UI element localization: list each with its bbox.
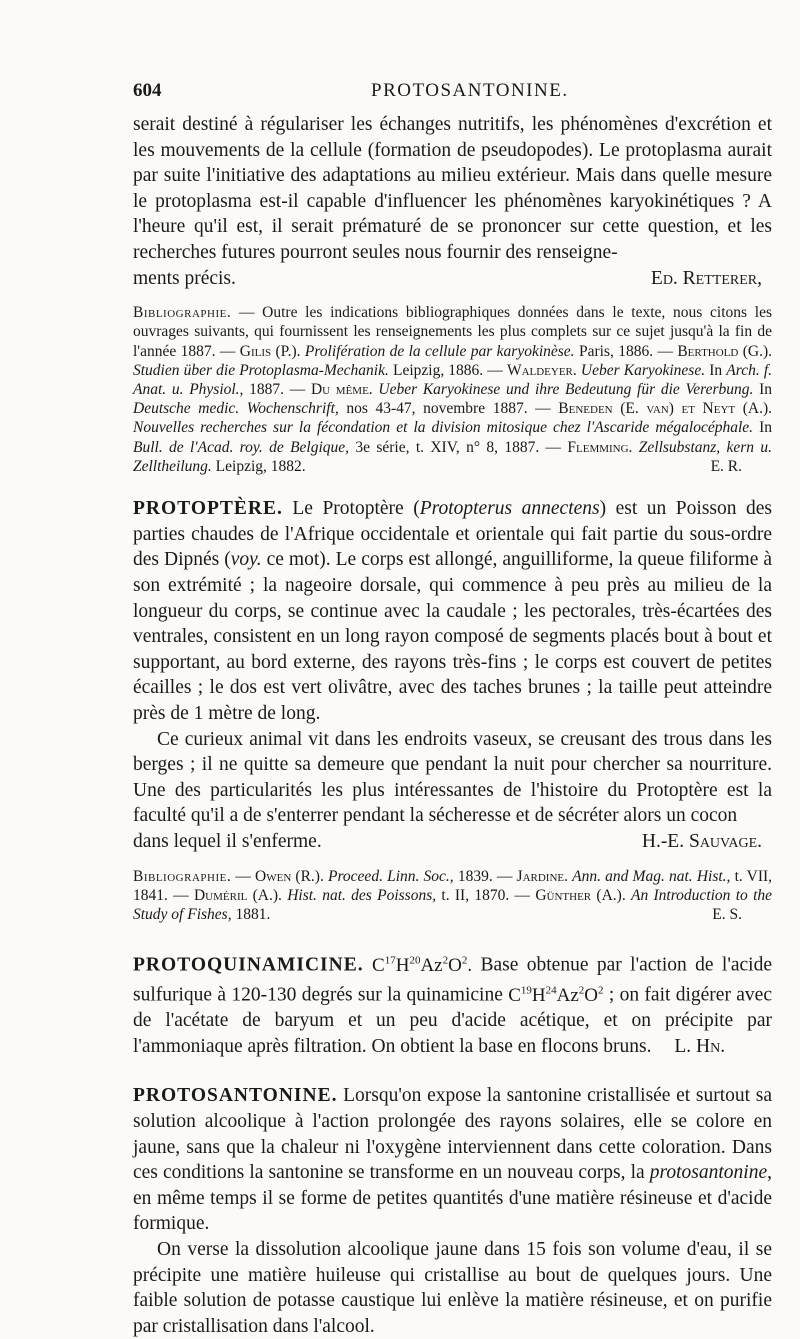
biblio-text: Leipzig, 1882.: [211, 457, 306, 475]
chemical-formula: $C^{17}H^{20}Az^2O^2$.: [372, 954, 473, 976]
biblio-author: Beneden (E. van) et Neyt (A.).: [558, 400, 772, 418]
biblio-title: Studien über die Protoplasma-Mechanik.: [133, 361, 389, 379]
biblio-title: Nouvelles recherches sur la fécondation et la division mitosique chez l'Ascaride mégalocéphale.: [133, 419, 754, 437]
entry-paragraph: [133, 1237, 772, 1339]
author-signature: L. Hn.: [674, 1035, 726, 1057]
biblio-text: —: [231, 867, 256, 885]
cross-reference: voy.: [230, 549, 262, 571]
continuation-text: serait destiné à régulariser les échanges nutritifs, les phénomènes d'excrétion et les mouvements de la cellule (formation de pseudopodes). Le protoplasma aurait par suite l'initiative des adaptations au milieu extérieur. Mais dans quelle mesure le protoplasma est-il capable d'influencer les phénomènes karyokinétiques ? A l'heure qu'il est, il serait prématuré de se prononcer sur cette question, et les recherches futures pourront seules nous fournir des renseigne-: [133, 114, 772, 263]
entry-text: On verse la dissolution alcoolique jaune dans 15 fois son volume d'eau, il se précipite une matière huileuse qui cristallise au bout de quelques jours. Une faible solution de potasse caustique lui enlève la matière résineuse, et on purifie par cristallisation dans l'alcool.: [133, 1238, 772, 1337]
biblio-title: Hist. nat. des Poissons,: [287, 886, 437, 904]
entry-paragraph: [133, 1083, 772, 1237]
bibliography-label: Bibliographie.: [133, 867, 232, 885]
biblio-title: Ueber Karyokinese und ihre Bedeutung für die Vererbung.: [378, 380, 754, 398]
biblio-journal: Bull. de l'Acad. roy. de Belgique,: [133, 438, 350, 456]
entry-protosantonine: [133, 1083, 772, 1339]
biblio-author: Jardine.: [516, 867, 573, 885]
entry-text: Base obtenue par l'action de l'acide sulfurique à 120-130 degrés sur la quinamicine: [133, 954, 772, 1006]
entry-text: ) est un Poisson des parties chaudes de l'Afrique occidentale et orientale qui fait partie du sous-ordre des Dipnés (: [133, 498, 772, 571]
entry-text: dans lequel il s'enferme.: [133, 830, 322, 852]
continuation-last-text: ments précis.: [133, 267, 236, 289]
entry-text: , en même temps il se forme de petites quantités d'une matière résineuse et d'acide formique.: [133, 1162, 772, 1235]
biblio-text: 3e série, t. XIV, n° 8, 1887. —: [349, 438, 568, 456]
page-header: [133, 80, 772, 110]
continuation-paragraph: [133, 112, 772, 266]
entry-paragraph: [133, 727, 772, 829]
biblio-text: — Outre les indications bibliographiques données dans le texte, nous citons les ouvrages suivants, qui fournissent les renseignements les plus complets sur ce sujet jusqu'à la fin de l'année 1887. —: [133, 304, 772, 360]
entry-headword: PROTOSANTONINE.: [133, 1085, 338, 1107]
continuation-last-line: [133, 266, 772, 292]
biblio-author: Gilis (P.).: [239, 342, 305, 360]
entry-text: ce mot). Le corps est allongé, anguilliforme, la queue filiforme à son extrémité ; la nageoire dorsale, qui commence à peu près au milieu de la longueur du corps, se continue avec la caudale ; les pectorales, très-écartées des ventrales, consistent en un long rayon composé de segments placés bout à bout et supportant, au bord externe, des rayons très-fins ; le corps est couvert de petites écailles ; le dos est vert olivâtre, avec des taches brunes ; la taille peut atteindre près de 1 mètre de long.: [133, 549, 773, 724]
biblio-journal: Ann. and Mag. nat. Hist.,: [572, 867, 731, 885]
species-name: Protopterus annectens: [419, 498, 600, 520]
biblio-text: In: [753, 380, 772, 398]
bibliography-signature: E. R.: [710, 457, 742, 475]
bibliography-block: [133, 303, 772, 476]
biblio-journal: Arch. f. Anat. u. Physiol.,: [133, 361, 772, 398]
compound-name: protosantonine: [649, 1162, 768, 1184]
biblio-text: t. VII, 1841. —: [133, 867, 773, 904]
biblio-title: An Introduction to the Study of Fishes,: [133, 886, 773, 923]
entry-protoquinamicine: [133, 948, 772, 1059]
entry-text: Ce curieux animal vit dans les endroits vaseux, se creusant des trous dans les berges ; il ne quitte sa demeure que pendant la nuit pour chercher sa nourriture. Une des particularités les plus intéressantes de l'histoire du Protoptère est la faculté qu'il a de s'enterrer pendant la sécheresse et de sécréter alors un cocon: [133, 728, 772, 827]
biblio-text: nos 43-47, novembre 1887. —: [338, 400, 559, 418]
biblio-text: 1839. —: [453, 867, 517, 885]
biblio-author: Flemming.: [567, 438, 639, 456]
entry-protoptere: [133, 496, 772, 854]
biblio-title: Ueber Karyokinese.: [580, 361, 706, 379]
biblio-title: Prolifération de la cellule par karyokinèse.: [304, 342, 575, 360]
entry-paragraph: [133, 948, 772, 1059]
biblio-text: In: [753, 419, 772, 437]
biblio-title: Zellsubstanz, kern u. Zelltheilung.: [133, 438, 773, 475]
biblio-author: Duméril (A.).: [193, 886, 288, 904]
bibliography-label: Bibliographie.: [133, 304, 232, 322]
biblio-text: In: [705, 361, 727, 379]
entry-last-line: [133, 829, 772, 855]
biblio-journal: Proceed. Linn. Soc.,: [328, 867, 454, 885]
author-signature: H.-E. Sauvage.: [641, 830, 762, 852]
biblio-author: Du même.: [310, 380, 379, 398]
entry-text: Lorsqu'on expose la santonine cristallisée et surtout sa solution alcoolique à l'action prolongée des rayons solaires, elle se colore en jaune, sans que la chaleur ni l'oxygène interviennent dans cette coloration. Dans ces conditions la santonine se transforme en un nouveau corps, la: [133, 1085, 772, 1184]
bibliography-signature: E. S.: [712, 906, 742, 924]
biblio-text: 1881.: [231, 905, 271, 923]
entry-headword: PROTOPTÈRE.: [133, 498, 283, 520]
entry-paragraph: [133, 496, 772, 726]
biblio-text: 1887. —: [243, 380, 311, 398]
biblio-text: Leipzig, 1886. —: [388, 361, 507, 379]
biblio-author: Günther (A.).: [535, 886, 631, 904]
running-title: PROTOSANTONINE.: [371, 80, 569, 101]
biblio-author: Berthold (G.).: [677, 342, 772, 360]
biblio-text: Paris, 1886. —: [574, 342, 678, 360]
biblio-text: t. II, 1870. —: [436, 886, 536, 904]
entry-headword: PROTOQUINAMICINE.: [133, 954, 364, 976]
entry-text: ; on fait digérer avec de l'acétate de baryum et un peu d'acide acétique, et on précipite par l'ammoniaque après filtration. On obtient la base en flocons bruns.: [133, 984, 772, 1057]
entry-text: Le Protoptère (: [282, 498, 420, 520]
biblio-author: Owen (R.).: [255, 867, 328, 885]
chemical-formula: $C^{19}H^{24}Az^2O^2$: [508, 984, 604, 1006]
page-number: 604: [133, 80, 162, 101]
biblio-journal: Deutsche medic. Wochenschrift,: [133, 400, 339, 418]
biblio-author: Waldeyer.: [506, 361, 581, 379]
author-signature: Ed. Retterer,: [650, 267, 762, 289]
